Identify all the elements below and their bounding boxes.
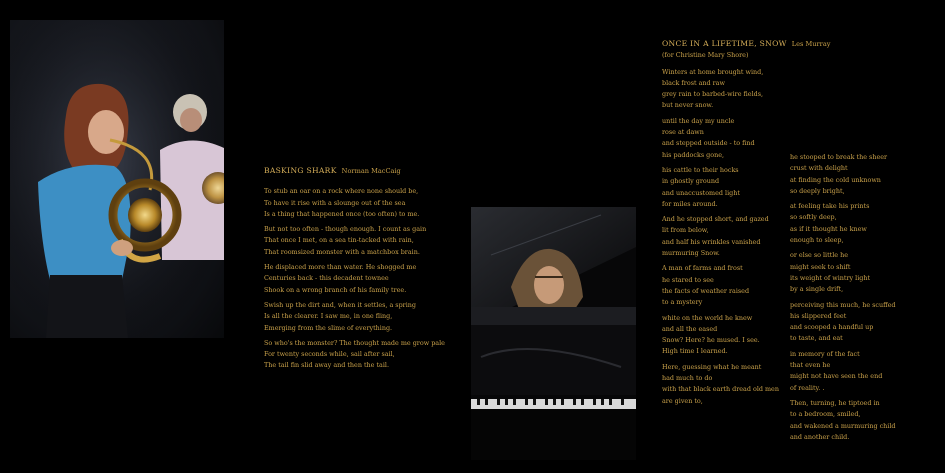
poem-line: But not too often - though enough. I count as gain xyxy=(264,225,427,234)
poem-line: And he stopped short, and gazed xyxy=(662,215,769,224)
poem-line: Snow? Here? he mused. I see. xyxy=(662,336,760,345)
poem-line: white on the world he knew xyxy=(662,313,753,322)
poem-line: his paddocks gone, xyxy=(662,150,725,159)
poem-line: and stepped outside - to find xyxy=(662,139,755,148)
poem-line: To have it rise with a slounge out of the sea xyxy=(264,198,406,207)
poem-line: its weight of wintry light xyxy=(790,273,871,282)
poem-line: Shook on a wrong branch of his family tree. xyxy=(264,285,407,294)
poem-line: enough to sleep, xyxy=(790,236,844,245)
poem-line: and half his wrinkles vanished xyxy=(662,237,761,246)
poem-line: to a bedroom, smiled, xyxy=(790,410,861,419)
pianist-photo xyxy=(471,207,636,460)
poem-line: to a mystery xyxy=(662,298,703,307)
poem-line: in ghostly ground xyxy=(662,177,720,186)
poem-line: but never snow. xyxy=(662,101,714,110)
poem-line: Winters at home brought wind, xyxy=(662,67,764,76)
poem-line: at feeling take his prints xyxy=(790,202,870,211)
poem-line: in memory of the fact xyxy=(790,349,860,358)
poem-line: Then, turning, he tiptoed in xyxy=(790,398,880,407)
poem-line: he stared to see xyxy=(662,275,714,284)
poem-line: That roomsized monster with a matchbox brain. xyxy=(264,247,420,256)
stanza xyxy=(264,224,445,258)
poem-line: are given to, xyxy=(662,396,703,405)
poem-line: might not have seen the end xyxy=(790,372,883,381)
poem-line: That once I met, on a sea tin-tacked with rain, xyxy=(264,236,414,245)
stanza xyxy=(790,398,896,443)
poem-line: with that black earth dread old men xyxy=(662,385,779,394)
stanza xyxy=(264,338,445,372)
stanza xyxy=(264,186,445,220)
poem-line: that even he xyxy=(790,361,831,370)
poem-basking-shark xyxy=(264,165,445,372)
poem-line: grey rain to barbed-wire fields, xyxy=(662,90,764,99)
poem-title: ONCE IN A LIFETIME, SNOW Les Murray xyxy=(662,39,831,48)
poem-line: as if it thought he knew xyxy=(790,224,867,233)
poem-line: Swish up the dirt and, when it settles, a spring xyxy=(264,300,416,309)
poem-line: at finding the cold unknown xyxy=(790,175,881,184)
poem-author: Les Murray xyxy=(791,40,831,48)
poem-line: Is all the clearer. I saw me, in one fling, xyxy=(264,312,393,321)
poem-line: and all the eased xyxy=(662,324,718,333)
poem-line: crust with delight xyxy=(790,164,848,173)
poem-line: or else so little he xyxy=(790,251,848,260)
poem-line: and wakened a murmuring child xyxy=(790,421,896,430)
poem-line: perceiving this much, he scuffed xyxy=(790,300,896,309)
poem-line: To stub an oar on a rock where none should be, xyxy=(264,187,419,196)
poem-line: until the day my uncle xyxy=(662,116,735,125)
stanza xyxy=(790,201,896,246)
poem-line: his cattle to their hocks xyxy=(662,165,739,174)
poem-line: so softly deep, xyxy=(790,213,837,222)
stanza xyxy=(790,349,896,394)
poem-continuation xyxy=(790,152,896,443)
poem-line: and unaccustomed light xyxy=(662,188,740,197)
stanza xyxy=(790,152,896,197)
poem-line: Is a thing that happened once (too often) to me. xyxy=(264,209,420,218)
poem-line: to taste, and eat xyxy=(790,334,843,343)
poem-line: the facts of weather raised xyxy=(662,286,750,295)
stanza xyxy=(790,250,896,295)
poem-line: Emerging from the slime of everything. xyxy=(264,323,393,332)
poem-line: and scooped a handful up xyxy=(790,323,874,332)
poem-line: rose at dawn xyxy=(662,128,704,137)
poem-line: murmuring Snow. xyxy=(662,249,720,258)
poem-line: black frost and raw xyxy=(662,78,725,87)
poem-title: BASKING SHARK Norman MacCaig xyxy=(264,166,401,175)
stanza xyxy=(662,67,830,112)
poem-line: Centuries back - this decadent townee xyxy=(264,274,389,283)
poem-line: for miles around. xyxy=(662,199,718,208)
poem-dedication: (for Christine Mary Shore) xyxy=(662,51,749,60)
poem-line: and another child. xyxy=(790,432,850,441)
poem-line: his slippered feet xyxy=(790,311,847,320)
poem-line: The tail fin slid away and then the tail. xyxy=(264,361,389,370)
poem-line: by a single drift, xyxy=(790,285,844,294)
poem-line: so deeply bright, xyxy=(790,186,845,195)
poem-line: he stooped to break the sheer xyxy=(790,153,888,161)
poem-line: Here, guessing what he meant xyxy=(662,362,762,371)
poem-line: of reality. . xyxy=(790,383,825,392)
stanza xyxy=(264,300,445,334)
stanza xyxy=(264,262,445,296)
stanza xyxy=(790,300,896,345)
poem-author: Norman MacCaig xyxy=(341,167,401,175)
poem-line: High time I learned. xyxy=(662,347,728,356)
poem-line: A man of farms and frost xyxy=(662,264,743,273)
poem-line: So who's the monster? The thought made me grow pale xyxy=(264,338,445,347)
horn-players-photo xyxy=(10,20,224,338)
poem-line: had much to do xyxy=(662,374,713,383)
poem-line: might seek to shift xyxy=(790,262,851,271)
poem-line: lit from below, xyxy=(662,226,709,235)
poem-line: For twenty seconds while, sail after sail, xyxy=(264,350,395,359)
poem-line: He displaced more than water. He shogged me xyxy=(264,263,417,272)
